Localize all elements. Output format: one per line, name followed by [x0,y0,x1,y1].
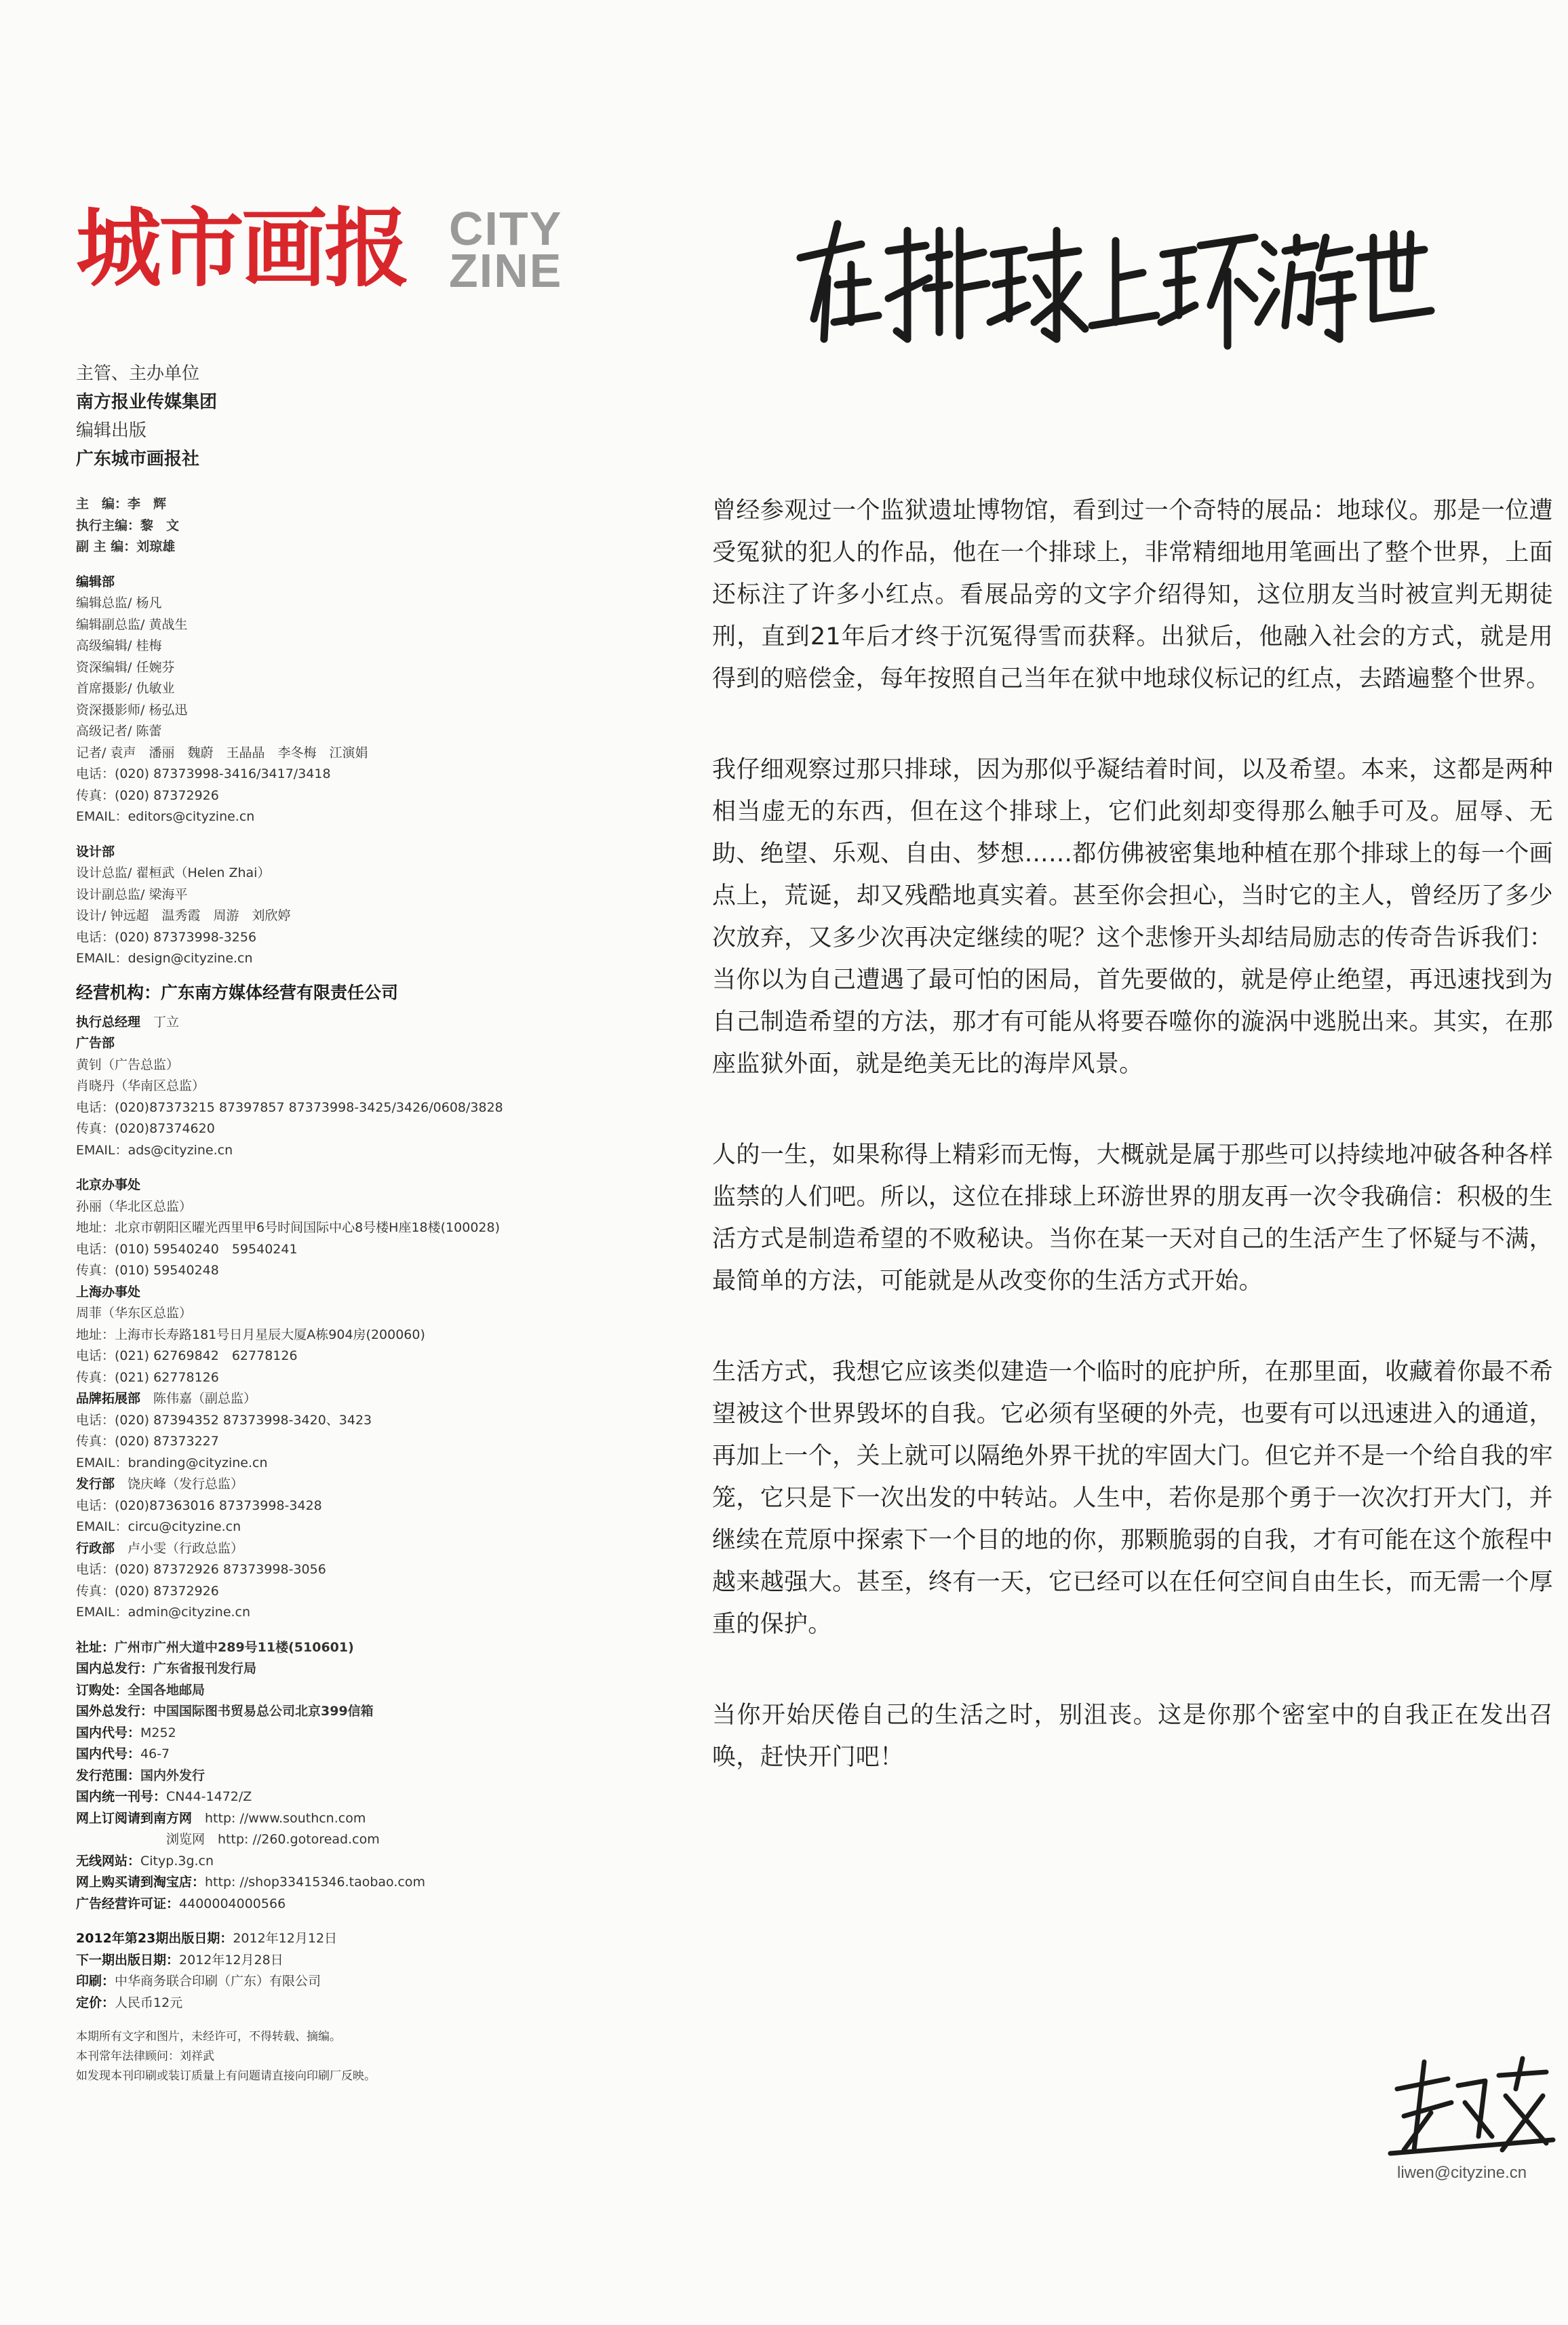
info-value: 肖晓丹（华南区总监） [76,1078,205,1093]
notice-line: 如发现本刊印刷或装订质量上有问题请直接向印刷厂反映。 [76,2069,376,2083]
info-value: EMAIL：circu@cityzine.cn [76,1519,241,1534]
info-value: EMAIL：admin@cityzine.cn [76,1605,251,1620]
info-line [76,1637,686,1659]
info-line [76,1118,686,1140]
info-value: Cityp.3g.cn [140,1853,214,1869]
info-line [76,1303,686,1325]
logo-city: CITY [449,202,563,255]
info-value: 电话：(010) 59540240 59540241 [76,1241,298,1257]
issue-info [76,1928,686,2014]
info-value: 4400004000566 [179,1896,286,1911]
info-label: 印刷： [76,1974,115,1989]
staff-line: 记者/ 袁声 潘丽 魏蔚 王晶晶 李冬梅 江演娟 [76,745,368,760]
editorial-staff [76,593,686,828]
info-label: 品牌拓展部 [76,1391,141,1406]
staff-line: 设计/ 钟远超 温秀霞 周游 刘欣婷 [76,908,291,923]
info-value: M252 [140,1725,176,1740]
info-value: 电话：(021) 62769842 62778126 [76,1348,298,1363]
info-line [76,1581,686,1603]
logo-english [449,202,578,297]
info-value: 传真：(010) 59540248 [76,1263,219,1278]
author-email: liwen@cityzine.cn [1397,2164,1527,2182]
info-value: 中国国际图书贸易总公司北京399信箱 [153,1704,374,1719]
staff-line: 高级记者/ 陈蕾 [76,724,162,739]
info-line [76,1388,686,1410]
info-value: 中华商务联合印刷（广东）有限公司 [115,1974,321,1989]
info-label: 执行总经理 [76,1014,141,1030]
info-line [76,1474,686,1496]
info-line [76,1282,686,1304]
info-value: 地址：上海市长寿路181号日月星辰大厦A栋904房(200060) [76,1327,425,1342]
info-line [76,1496,686,1517]
notices [76,2027,686,2086]
info-value: 传真：(020) 87373227 [76,1434,219,1449]
info-value: 2012年12月28日 [179,1952,283,1968]
info-value: 传真：(021) 62778126 [76,1369,219,1385]
info-line [76,1851,686,1873]
info-line [76,1033,686,1055]
info-label: 国内代号： [76,1746,141,1761]
info-line [76,1872,686,1894]
info-label: 行政部 [76,1540,115,1556]
info-line [76,1196,686,1218]
design-heading: 设计部 [76,844,115,859]
staff-line: 编辑副总监/ 黄战生 [76,617,188,632]
staff-line: EMAIL：editors@cityzine.cn [76,809,255,824]
info-line [76,1012,686,1034]
staff-line: 设计副总监/ 梁海平 [76,886,188,902]
chief-editor-line: 主 编：李 辉 [76,496,167,511]
info-line [76,1431,686,1453]
info-line [76,1658,686,1680]
publisher-line: 主管、主办单位 [76,364,200,384]
design-staff [76,863,686,970]
staff-line: 资深摄影师/ 杨弘迅 [76,702,188,718]
info-line [76,1602,686,1624]
info-line [76,1993,686,2014]
publication-info [76,1637,686,1915]
logo-chinese: 城市画报 [76,199,407,298]
offices-block [76,1175,686,1624]
info-line [76,1175,686,1196]
info-value: 饶庆峰（发行总监） [115,1477,244,1491]
info-line [76,1786,686,1808]
info-value: 浏览网 http: //260.gotoread.com [76,1832,380,1847]
info-value: 陈伟嘉（副总监） [140,1391,257,1406]
info-line [76,1076,686,1097]
paragraph: 我仔细观察过那只排球，因为那似乎凝结着时间，以及希望。本来，这都是两种相当虚无的东西，但在这个排球上，它们此刻却变得那么触手可及。屈辱、无助、绝望、乐观、自由、梦想……都仿佛被密集地种植在那个排球上的每一个画点上，荒诞，却又残酷地真实着。甚至你会担心，当时它的主人，曾经历了多少次放弃，又多少次再决定继续的呢？这个悲惨开头却结局励志的传奇告诉我们：当你以为自己遭遇了最可怕的困局，首先要做的，就是停止绝望，再迅速找到为自己制造希望的方法，那才有可能从将要吞噬你的漩涡中逃脱出来。其实，在那座监狱外面，就是绝美无比的海岸风景。 [712,756,1553,1078]
info-line [76,1950,686,1972]
logo-zine: ZINE [449,244,563,297]
info-value: 电话：(020) 87394352 87373998-3420、3423 [76,1412,372,1428]
info-value: 广东省报刊发行局 [153,1661,257,1676]
editorial-heading: 编辑部 [76,574,115,589]
chief-editors [76,494,686,558]
info-line [76,1701,686,1723]
info-value: 周菲（华东区总监） [76,1306,193,1321]
masthead-logo [76,198,578,300]
publisher-line: 广东城市画报社 [76,449,200,469]
staff-line: EMAIL：design@cityzine.cn [76,951,253,966]
info-line [76,1971,686,1993]
info-line [76,1680,686,1702]
info-line [76,1217,686,1239]
author-signature [1384,2048,1560,2164]
notice-line: 本刊常年法律顾问：刘祥武 [76,2050,214,2063]
info-value: 孙丽（华北区总监） [76,1198,193,1214]
chief-editor-line: 副 主 编：刘琼雄 [76,539,176,554]
info-label: 北京办事处 [76,1177,141,1192]
info-label: 国内代号： [76,1725,141,1740]
staff-line: 电话：(020) 87373998-3256 [76,929,257,945]
info-label: 下一期出版日期： [76,1952,180,1968]
info-line [76,1453,686,1474]
info-value: http: //www.southcn.com [192,1810,366,1826]
credits-column [76,359,686,2086]
info-label: 国外总发行： [76,1704,154,1719]
info-label: 上海办事处 [76,1284,141,1300]
info-line [76,1808,686,1830]
info-label: 网上购买请到淘宝店： [76,1875,205,1890]
info-line [76,1410,686,1432]
publisher-block [76,359,686,473]
info-line [76,1723,686,1744]
info-label: 定价： [76,1995,115,2010]
info-value: 人民币12元 [115,1995,183,2010]
staff-line: 首席摄影/ 仇敏业 [76,681,175,696]
info-line [76,1928,686,1950]
info-line [76,1346,686,1367]
paragraph: 曾经参观过一个监狱遗址博物馆，看到过一个奇特的展品：地球仪。那是一位遭受冤狱的犯人的作品，他在一个排球上，非常精细地用笔画出了整个世界，上面还标注了许多小红点。看展品旁的文字介绍得知，这位朋友当时被宣判无期徒刑，直到21年后才终于沉冤得雪而获释。出狱后，他融入社会的方式，就是用得到的赔偿金，每年按照自己当年在狱中地球仪标记的红点，去踏遍整个世界。 [712,497,1553,692]
info-line [76,1559,686,1581]
publisher-line: 编辑出版 [76,421,147,441]
info-value: 地址：北京市朝阳区曜光西里甲6号时间国际中心8号楼H座18楼(100028) [76,1220,500,1235]
staff-line: 编辑总监/ 杨凡 [76,595,162,610]
publisher-line: 南方报业传媒集团 [76,392,218,412]
staff-line: 传真：(020) 87372926 [76,787,219,803]
info-label: 无线网站： [76,1853,141,1869]
info-value: 丁立 [140,1014,180,1030]
info-value: http: //shop33415346.taobao.com [205,1875,425,1890]
info-line [76,1765,686,1787]
chief-editor-line: 执行主编：黎 文 [76,517,180,533]
info-line [76,1517,686,1538]
info-label: 网上订阅请到南方网 [76,1810,193,1826]
info-label: 广告经营许可证： [76,1896,180,1911]
info-line [76,1097,686,1119]
paragraph: 人的一生，如果称得上精彩而无悔，大概就是属于那些可以持续地冲破各种各样监禁的人们吧。所以，这位在排球上环游世界的朋友再一次令我确信：积极的生活方式是制造希望的不败秘诀。当你在某一天对自己的生活产生了怀疑与不满，最简单的方法，可能就是从改变你的生活方式开始。 [712,1141,1553,1295]
info-line [76,1744,686,1765]
info-label: 订购处： [76,1682,128,1698]
info-label: 国内总发行： [76,1661,154,1676]
info-label: 发行部 [76,1477,115,1491]
paragraph: 当你开始厌倦自己的生活之时，别沮丧。这是你那个密室中的自我正在发出召唤，赶快开门吧！ [712,1702,1553,1771]
info-value: EMAIL：ads@cityzine.cn [76,1142,233,1158]
info-label: 社址： [76,1639,115,1655]
info-value: 46-7 [140,1746,170,1761]
info-label: 发行范围： [76,1767,141,1783]
staff-line: 高级编辑/ 桂梅 [76,638,162,653]
info-value: EMAIL：branding@cityzine.cn [76,1455,268,1470]
article-body [712,490,1553,1827]
business-heading: 经营机构：广东南方媒体经营有限责任公司 [76,982,399,1002]
paragraph: 生活方式，我想它应该类似建造一个临时的庇护所，在那里面，收藏着你最不希望被这个世界毁坏的自我。它必须有坚硬的外壳，也要有可以迅速进入的通道，再加上一个，关上就可以隔绝外界干扰的牢固大门。但它并不是一个给自我的牢笼，它只是下一次出发的中转站。人生中，若你是那个勇于一次次打开大门，并继续在荒原中探索下一个目的地的你，那颗脆弱的自我，才有可能在这个旅程中越来越强大。甚至，终有一天，它已经可以在任何空间自由生长，而无需一个厚重的保护。 [712,1359,1553,1638]
info-label: 国内统一刊号： [76,1789,167,1804]
info-line [76,1260,686,1282]
handwritten-title [787,203,1451,380]
info-value: 电话：(020) 87372926 87373998-3056 [76,1562,326,1577]
info-value: 卢小雯（行政总监） [115,1540,244,1556]
info-value: 国内外发行 [140,1767,205,1783]
info-line [76,1055,686,1076]
business-staff [76,1012,686,1162]
info-value: 全国各地邮局 [128,1682,205,1698]
info-line [76,1829,686,1851]
info-value: 电话：(020)87363016 87373998-3428 [76,1498,322,1513]
info-line [76,1325,686,1346]
notice-line: 本期所有文字和图片，未经许可，不得转载、摘编。 [76,2030,341,2044]
info-value: 广州市广州大道中289号11楼(510601) [115,1639,354,1655]
info-label: 2012年第23期出版日期： [76,1931,233,1946]
info-value: CN44-1472/Z [166,1789,252,1804]
info-value: 电话：(020)87373215 87397857 87373998-3425/3426/0608/3828 [76,1099,503,1115]
info-label: 广告部 [76,1036,115,1051]
info-value: 2012年12月12日 [233,1931,338,1946]
info-value: 传真：(020) 87372926 [76,1583,219,1599]
info-value: 传真：(020)87374620 [76,1121,215,1136]
info-line [76,1239,686,1261]
info-value: 黄钊（广告总监） [76,1057,180,1072]
info-line [76,1140,686,1162]
staff-line: 设计总监/ 翟桓武（Helen Zhai） [76,865,271,880]
info-line [76,1538,686,1560]
staff-line: 资深编辑/ 任婉芬 [76,659,175,675]
info-line [76,1367,686,1389]
staff-line: 电话：(020) 87373998-3416/3417/3418 [76,766,331,781]
info-line [76,1894,686,1915]
